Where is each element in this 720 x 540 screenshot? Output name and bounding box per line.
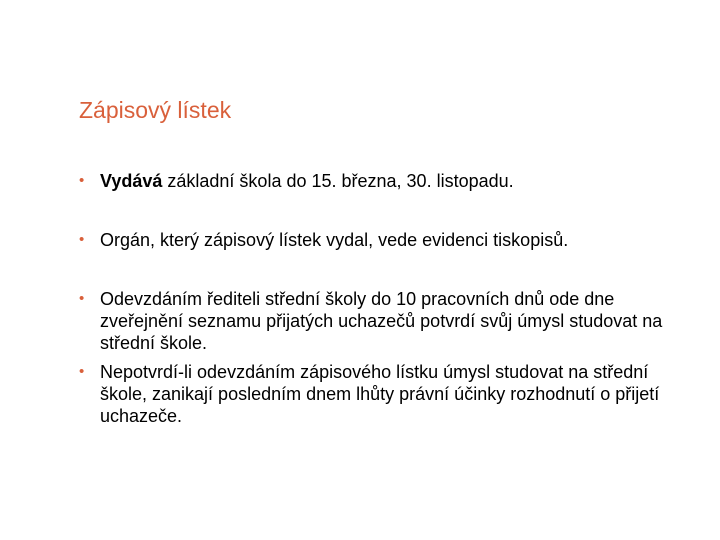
bullet-item bbox=[79, 288, 679, 354]
bullet-text: Orgán, který zápisový lístek vydal, vede evidenci tiskopisů. bbox=[100, 230, 569, 250]
bullet-dot-icon: • bbox=[79, 363, 85, 380]
bullet-item bbox=[79, 229, 679, 251]
bullet-dot-icon: • bbox=[79, 172, 85, 189]
bullet-text bbox=[100, 170, 679, 192]
bullet-text: Nepotvrdí-li odevzdáním zápisového lístku úmysl studovat na střední škole, zanikají posledním dnem lhůty právní účinky rozhodnutí o přijetí uchazeče. bbox=[100, 362, 660, 426]
bullet-dot-icon: • bbox=[79, 231, 85, 248]
bullet-item bbox=[79, 361, 679, 427]
bullet-dot-icon: • bbox=[79, 290, 85, 307]
bullet-bold-text: Vydává bbox=[100, 171, 163, 191]
bullet-body-text: základní škola do 15. března, 30. listopadu. bbox=[162, 171, 514, 191]
bullet-text: Odevzdáním řediteli střední školy do 10 pracovních dnů ode dne zveřejnění seznamu přijatých uchazečů potvrdí svůj úmysl studovat na střední škole. bbox=[100, 289, 663, 353]
slide-title: Zápisový lístek bbox=[79, 97, 232, 123]
bullet-item bbox=[79, 170, 679, 192]
